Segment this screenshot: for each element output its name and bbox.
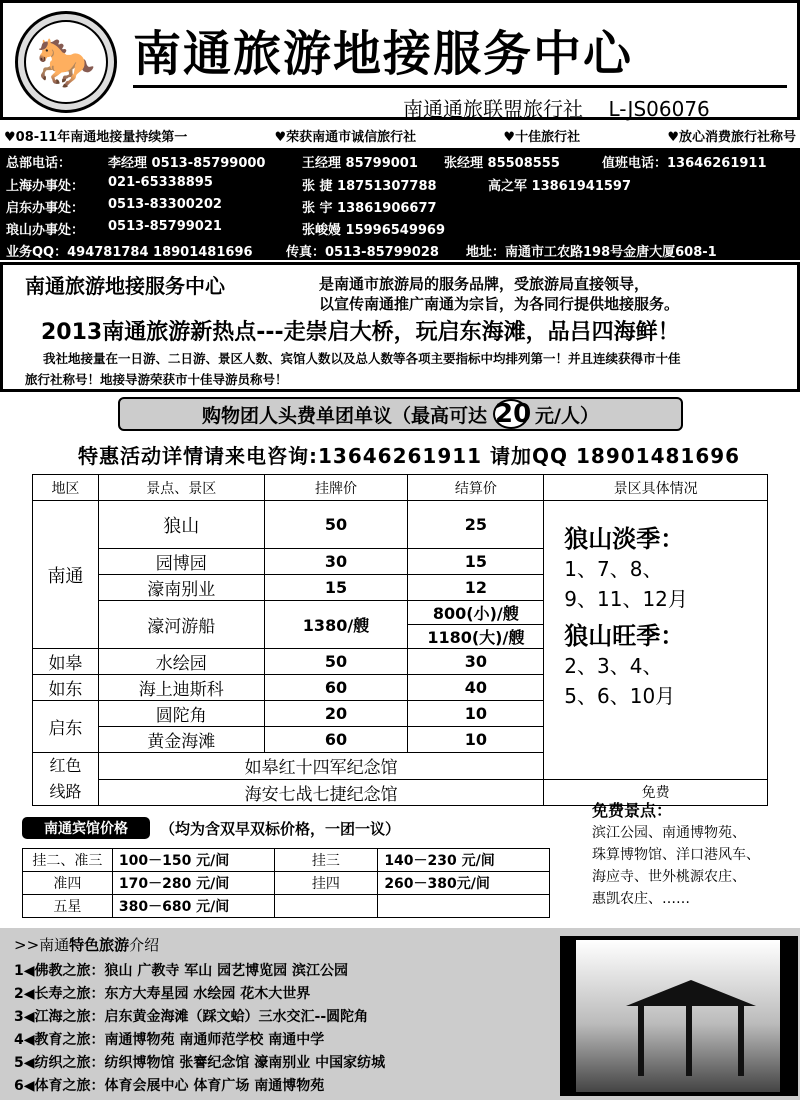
tour-item: 3◀江海之旅：启东黄金海滩（踩文蛤）三水交汇--圆陀角 bbox=[14, 1009, 369, 1025]
sh-contact-1: 张 捷 18751307788 bbox=[302, 179, 437, 194]
hotel-price bbox=[378, 895, 550, 918]
spot-cell: 濠河游船 bbox=[98, 601, 264, 649]
ls-phone: 0513-85799021 bbox=[108, 219, 222, 234]
price-table bbox=[32, 474, 768, 806]
list-price: 20 bbox=[264, 701, 408, 727]
tour-item: 6◀体育之旅：体育会展中心 体育广场 南通博物苑 bbox=[14, 1078, 325, 1094]
settle-price: 30 bbox=[408, 649, 544, 675]
pavilion-roof bbox=[626, 980, 756, 1006]
tours-heading-post: 介绍 bbox=[129, 936, 160, 954]
red-region-b: 线路 bbox=[49, 782, 82, 801]
spot-cell: 黄金海滩 bbox=[98, 727, 264, 753]
intro-brand: 南通旅游地接服务中心 bbox=[25, 274, 225, 298]
honor-item: ♥08-11年南通地接量持续第一 bbox=[4, 130, 188, 145]
off-season-title: 狼山淡季： bbox=[564, 525, 685, 553]
hotel-price: 140－230 元/间 bbox=[378, 849, 550, 872]
pavilion-photo bbox=[560, 936, 798, 1096]
settle-price: 10 bbox=[408, 727, 544, 753]
settle-price: 12 bbox=[408, 575, 544, 601]
address: 地址：南通市工农路198号金唐大厦608-1 bbox=[466, 245, 717, 260]
bonus-amount: 20 bbox=[495, 399, 532, 429]
honor-item: ♥放心消费旅行社称号 bbox=[667, 130, 796, 145]
intro-line-4: 旅行社称号！地接导游荣获市十佳导游员称号！ bbox=[25, 372, 288, 387]
spot-cell: 濠南别业 bbox=[98, 575, 264, 601]
qd-phone: 0513-83300202 bbox=[108, 197, 222, 212]
pavilion-pillar bbox=[638, 1006, 644, 1076]
table-row bbox=[23, 872, 550, 895]
hotel-price: 380－680 元/间 bbox=[112, 895, 274, 918]
tours-heading-bold: 特色旅游 bbox=[69, 936, 130, 954]
free-spots-line: 惠凯农庄、…… bbox=[592, 891, 690, 907]
spot-cell: 海安七战七捷纪念馆 bbox=[98, 779, 543, 806]
consult-line: 特惠活动详情请来电咨询:13646261911 请加QQ 18901481696 bbox=[78, 444, 741, 468]
tour-item: 2◀长寿之旅：东方大寿星园 水绘园 花木大世界 bbox=[14, 986, 311, 1002]
horse-icon: 🐎 bbox=[24, 20, 108, 104]
hotel-price-label: 南通宾馆价格 bbox=[22, 817, 150, 839]
spot-cell: 园博园 bbox=[98, 549, 264, 575]
settle-price: 25 bbox=[408, 501, 544, 549]
hotel-grade: 准四 bbox=[23, 872, 113, 895]
hotel-grade: 挂四 bbox=[274, 872, 378, 895]
peak-season-months-b: 5、6、10月 bbox=[564, 684, 676, 708]
col-header: 地区 bbox=[33, 475, 99, 501]
col-header: 景区具体情况 bbox=[544, 475, 768, 501]
free-spots-title: 免费景点： bbox=[592, 801, 673, 820]
hotel-grade bbox=[274, 895, 378, 918]
hotel-grade: 五星 bbox=[23, 895, 113, 918]
list-price: 50 bbox=[264, 501, 408, 549]
region-cell: 如东 bbox=[33, 675, 99, 701]
free-spots-line: 滨江公园、南通博物苑、 bbox=[592, 825, 746, 841]
pavilion-image bbox=[576, 940, 780, 1092]
list-price: 1380/艘 bbox=[264, 601, 408, 649]
red-region-a: 红色 bbox=[49, 756, 82, 775]
agency-name: 南通通旅联盟旅行社 bbox=[403, 97, 583, 121]
bonus-pre: 购物团人头费单团单议（最高可达 bbox=[202, 404, 488, 427]
region-cell: 启东 bbox=[33, 701, 99, 753]
honor-item: ♥十佳旅行社 bbox=[503, 130, 581, 145]
honors-row bbox=[4, 126, 796, 145]
hot-headline: 2013南通旅游新热点---走崇启大桥，玩启东海滩，品吕四海鲜！ bbox=[41, 320, 680, 345]
table-row bbox=[23, 895, 550, 918]
settle-price: 800(小)/艘 bbox=[408, 601, 544, 625]
list-price: 60 bbox=[264, 675, 408, 701]
list-price: 15 bbox=[264, 575, 408, 601]
spot-cell: 海上迪斯科 bbox=[98, 675, 264, 701]
hq-phone-zhang: 张经理 85508555 bbox=[444, 156, 560, 171]
intro-box bbox=[0, 262, 800, 392]
hotel-price-note: （均为含双早双标价格，一团一议） bbox=[160, 820, 401, 838]
peak-season-title: 狼山旺季： bbox=[564, 622, 685, 650]
free-spots bbox=[592, 800, 797, 910]
sh-phone: 021-65338895 bbox=[108, 175, 213, 190]
season-cell bbox=[544, 501, 768, 780]
region-cell: 如皋 bbox=[33, 649, 99, 675]
tour-item: 5◀纺织之旅：纺织博物馆 张謇纪念馆 濠南别业 中国家纺城 bbox=[14, 1055, 386, 1071]
hotel-price: 170－280 元/间 bbox=[112, 872, 274, 895]
off-season-months-a: 1、7、8、 bbox=[564, 557, 663, 581]
off-season-months-b: 9、11、12月 bbox=[564, 587, 688, 611]
peak-season-months-a: 2、3、4、 bbox=[564, 654, 663, 678]
free-spots-line: 珠算博物馆、洋口港风车、 bbox=[592, 847, 760, 863]
sh-label: 上海办事处： bbox=[6, 179, 85, 194]
col-header: 结算价 bbox=[408, 475, 544, 501]
pavilion-pillar bbox=[686, 1006, 692, 1076]
hotel-price-table bbox=[22, 848, 550, 918]
free-note: 免费 bbox=[544, 779, 768, 806]
qq-numbers: 业务QQ：494781784 18901481696 bbox=[6, 245, 253, 260]
table-row bbox=[23, 849, 550, 872]
col-header: 挂牌价 bbox=[264, 475, 408, 501]
qd-contact: 张 宇 13861906677 bbox=[302, 201, 437, 216]
settle-price: 10 bbox=[408, 701, 544, 727]
tour-item: 1◀佛教之旅：狼山 广教寺 军山 园艺博览园 滨江公园 bbox=[14, 963, 349, 979]
region-cell: 南通 bbox=[33, 501, 99, 649]
intro-line-2: 以宣传南通推广南通为宗旨，为各同行提供地接服务。 bbox=[319, 295, 680, 313]
bonus-post: 元/人） bbox=[535, 404, 599, 427]
tours-heading-pre: >>南通 bbox=[14, 936, 70, 954]
intro-line-1: 是南通市旅游局的服务品牌，受旅游局直接领导， bbox=[319, 275, 650, 293]
ls-label: 琅山办事处： bbox=[6, 223, 85, 238]
list-price: 30 bbox=[264, 549, 408, 575]
pavilion-pillar bbox=[738, 1006, 744, 1076]
duty-phone: 值班电话：13646261911 bbox=[602, 156, 767, 171]
settle-price: 15 bbox=[408, 549, 544, 575]
hq-phone-li: 李经理 0513-85799000 bbox=[108, 156, 266, 171]
col-header: 景点、景区 bbox=[98, 475, 264, 501]
spot-cell: 圆陀角 bbox=[98, 701, 264, 727]
settle-price: 40 bbox=[408, 675, 544, 701]
spot-cell: 狼山 bbox=[98, 501, 264, 549]
region-cell bbox=[33, 753, 99, 806]
license-number: L-JS06076 bbox=[608, 97, 710, 121]
sh-contact-2: 高之军 13861941597 bbox=[488, 179, 632, 194]
list-price: 50 bbox=[264, 649, 408, 675]
table-row bbox=[33, 501, 768, 549]
hotel-grade: 挂三 bbox=[274, 849, 378, 872]
logo bbox=[15, 11, 117, 113]
honor-item: ♥荣获南通市诚信旅行社 bbox=[274, 130, 417, 145]
header bbox=[0, 0, 800, 120]
title-divider bbox=[133, 85, 787, 88]
ls-contact: 张峻嫚 15996549969 bbox=[302, 223, 446, 238]
contact-block bbox=[0, 148, 800, 260]
spot-cell: 水绘园 bbox=[98, 649, 264, 675]
intro-line-3: 我社地接量在一日游、二日游、景区人数、宾馆人数以及总人数等各项主要指标中均排列第一！并且连续获得市十佳 bbox=[43, 351, 681, 366]
hotel-price: 260－380元/间 bbox=[378, 872, 550, 895]
hq-label: 总部电话： bbox=[6, 156, 72, 171]
agency-line bbox=[403, 93, 710, 122]
page-title: 南通旅游地接服务中心 bbox=[133, 26, 634, 82]
free-spots-line: 海应寺、世外桃源农庄、 bbox=[592, 869, 746, 885]
spot-cell: 如皋红十四军纪念馆 bbox=[98, 753, 543, 780]
shopping-bonus-banner bbox=[118, 397, 683, 431]
hq-phone-wang: 王经理 85799001 bbox=[302, 156, 418, 171]
list-price: 60 bbox=[264, 727, 408, 753]
hotel-price: 100－150 元/间 bbox=[112, 849, 274, 872]
table-header-row bbox=[33, 475, 768, 501]
hotel-grade: 挂二、准三 bbox=[23, 849, 113, 872]
tour-item: 4◀教育之旅：南通博物苑 南通师范学校 南通中学 bbox=[14, 1032, 325, 1048]
tours-heading bbox=[14, 934, 159, 955]
fax-number: 传真：0513-85799028 bbox=[286, 245, 439, 260]
qd-label: 启东办事处： bbox=[6, 201, 85, 216]
settle-price: 1180(大)/艘 bbox=[408, 625, 544, 649]
